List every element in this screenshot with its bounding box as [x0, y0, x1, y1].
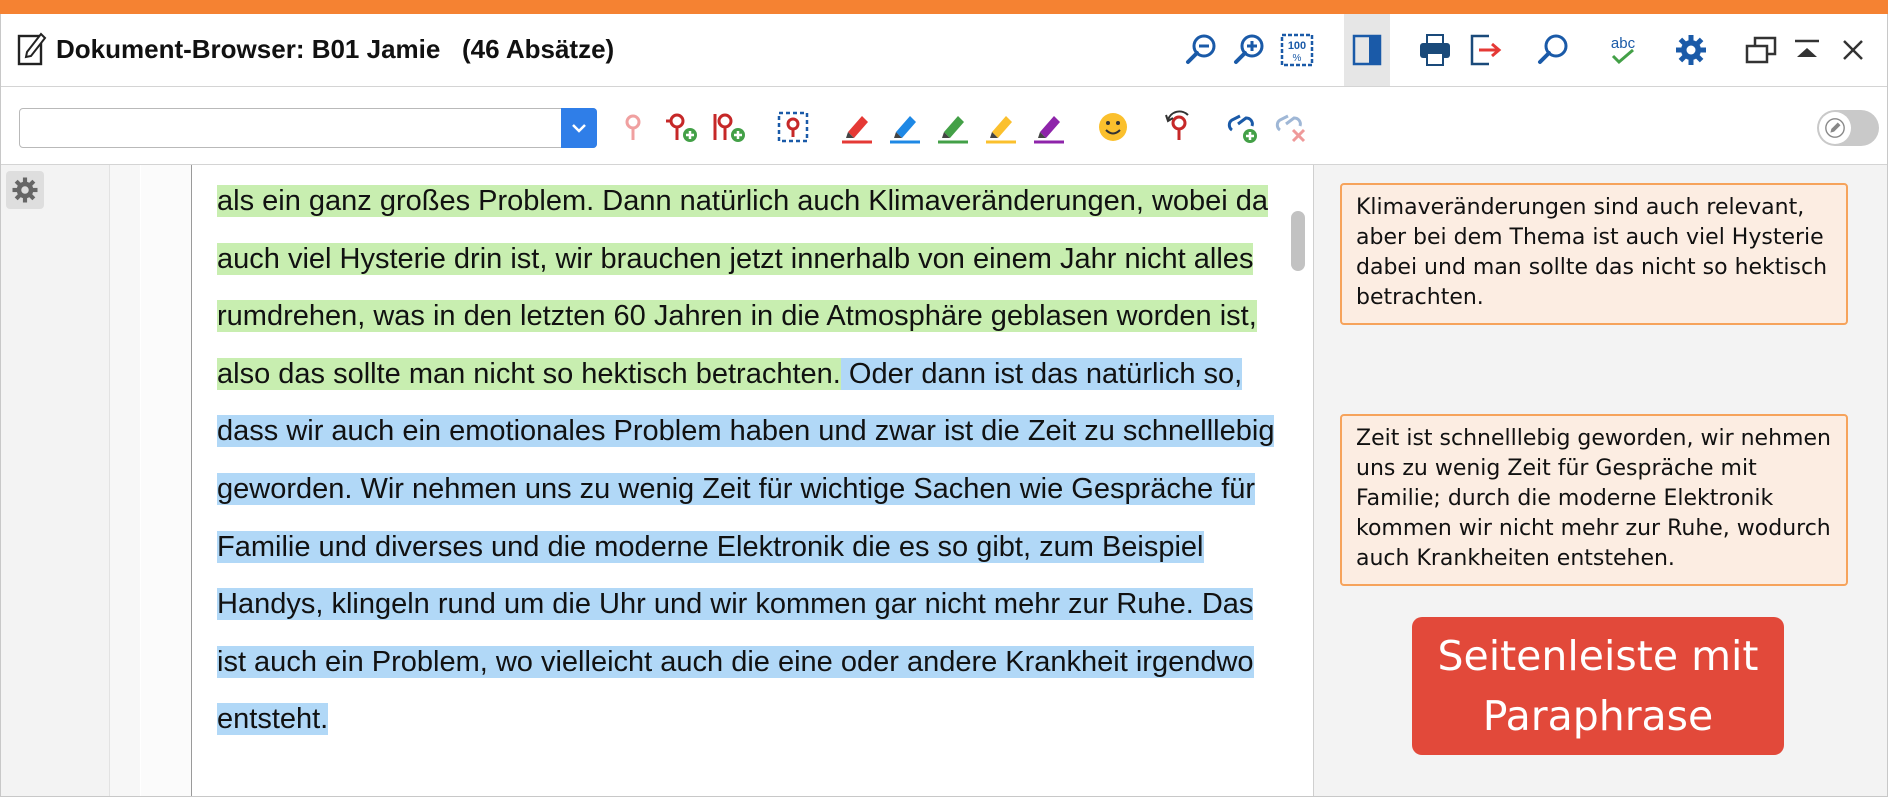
document-browser-window	[0, 14, 1888, 797]
scrollbar-thumb[interactable]	[1291, 211, 1305, 271]
window-title: Dokument-Browser: B01 Jamie (46 Absätze)	[56, 34, 615, 64]
link-remove-icon[interactable]	[1271, 107, 1311, 147]
settings-icon[interactable]	[1669, 28, 1713, 72]
svg-text:%: %	[1292, 53, 1302, 64]
export-icon[interactable]	[1463, 28, 1507, 72]
collapse-icon[interactable]	[1785, 28, 1829, 72]
spellcheck-label: abc	[1610, 35, 1636, 52]
paragraph-gutter	[110, 165, 140, 796]
code-selection-icon[interactable]	[773, 107, 813, 147]
code-icon[interactable]	[613, 107, 653, 147]
edit-document-icon[interactable]	[17, 30, 47, 66]
sidebar-toggle-icon[interactable]	[1344, 14, 1390, 86]
code-gutter	[1, 165, 110, 796]
undo-code-icon[interactable]	[1159, 107, 1199, 147]
pencil-icon	[1819, 112, 1851, 144]
highlighter-yellow-icon[interactable]	[981, 107, 1021, 147]
coded-segment-blue: Oder dann ist das natürlich so, dass wir auch ein emotionales Problem haben und zwar ist die Zeit zu schnelllebig geworden. Wir nehmen uns zu wenig Zeit für wichtige Sachen wie Gespräche für Familie und diverses und die moderne Elektronik die es so gibt, zum Beispiel Handys, klingeln rund um die Uhr und wir kommen gar nicht mehr zur Ruhe. Das ist auch ein Problem, wo vielleicht auch die eine oder andere Krankheit irgendwo entsteht.	[217, 357, 1275, 736]
zoom-percent-icon[interactable]	[1275, 28, 1319, 72]
code-add-icon[interactable]	[661, 107, 701, 147]
coding-toolbar	[1, 87, 1887, 165]
line-number-gutter	[141, 165, 192, 796]
paraphrase-note-1[interactable]: Klimaveränderungen sind auch relevant, aber bei dem Thema ist auch viel Hysterie dabei und man sollte das nicht so hektisch betrachten.	[1340, 183, 1848, 325]
link-add-icon[interactable]	[1223, 107, 1263, 147]
zoom-percent-label: 100	[1287, 40, 1307, 52]
zoom-in-icon[interactable]	[1227, 28, 1271, 72]
accent-bar	[0, 0, 1888, 14]
title-bar	[1, 14, 1887, 87]
edit-mode-toggle[interactable]	[1817, 110, 1879, 146]
paraphrase-note-2[interactable]: Zeit ist schnelllebig geworden, wir nehmen uns zu wenig Zeit für Gespräche mit Familie; durch die moderne Elektronik kommen wir nicht mehr zur Ruhe, wodurch auch Krankheiten entstehen.	[1340, 414, 1848, 586]
sidebar-callout-label: Seitenleiste mit Paraphrase	[1412, 617, 1784, 755]
chevron-down-icon[interactable]	[561, 108, 597, 148]
coded-segment-green-2: Dann natürlich auch Klimaveränderungen, wobei da auch viel Hysterie drin ist, wir brauchen jetzt innerhalb von einem Jahr nicht alles rumdrehen, was in den letzten 60 Jahren in die Atmosphäre geblasen worden ist, also das sollte man nicht so hektisch betrachten.	[217, 185, 1269, 390]
document-paragraph	[217, 173, 1277, 749]
highlighter-red-icon[interactable]	[837, 107, 877, 147]
zoom-out-icon[interactable]	[1179, 28, 1223, 72]
highlighter-purple-icon[interactable]	[1029, 107, 1069, 147]
search-icon[interactable]	[1531, 28, 1575, 72]
close-icon[interactable]	[1831, 28, 1875, 72]
code-multi-add-icon[interactable]	[709, 107, 749, 147]
highlighter-blue-icon[interactable]	[885, 107, 925, 147]
coded-segment-green-1: als ein ganz großes Problem.	[217, 185, 603, 217]
document-view[interactable]	[192, 165, 1282, 796]
code-combo-box[interactable]	[19, 108, 597, 148]
document-scrollbar[interactable]	[1283, 165, 1314, 796]
paraphrase-sidebar	[1314, 165, 1887, 796]
gutter-settings-gear-icon[interactable]	[6, 171, 44, 209]
spellcheck-icon[interactable]	[1601, 28, 1645, 72]
emoticon-icon[interactable]	[1093, 107, 1133, 147]
undock-icon[interactable]	[1739, 28, 1783, 72]
highlighter-green-icon[interactable]	[933, 107, 973, 147]
print-icon[interactable]	[1413, 28, 1457, 72]
